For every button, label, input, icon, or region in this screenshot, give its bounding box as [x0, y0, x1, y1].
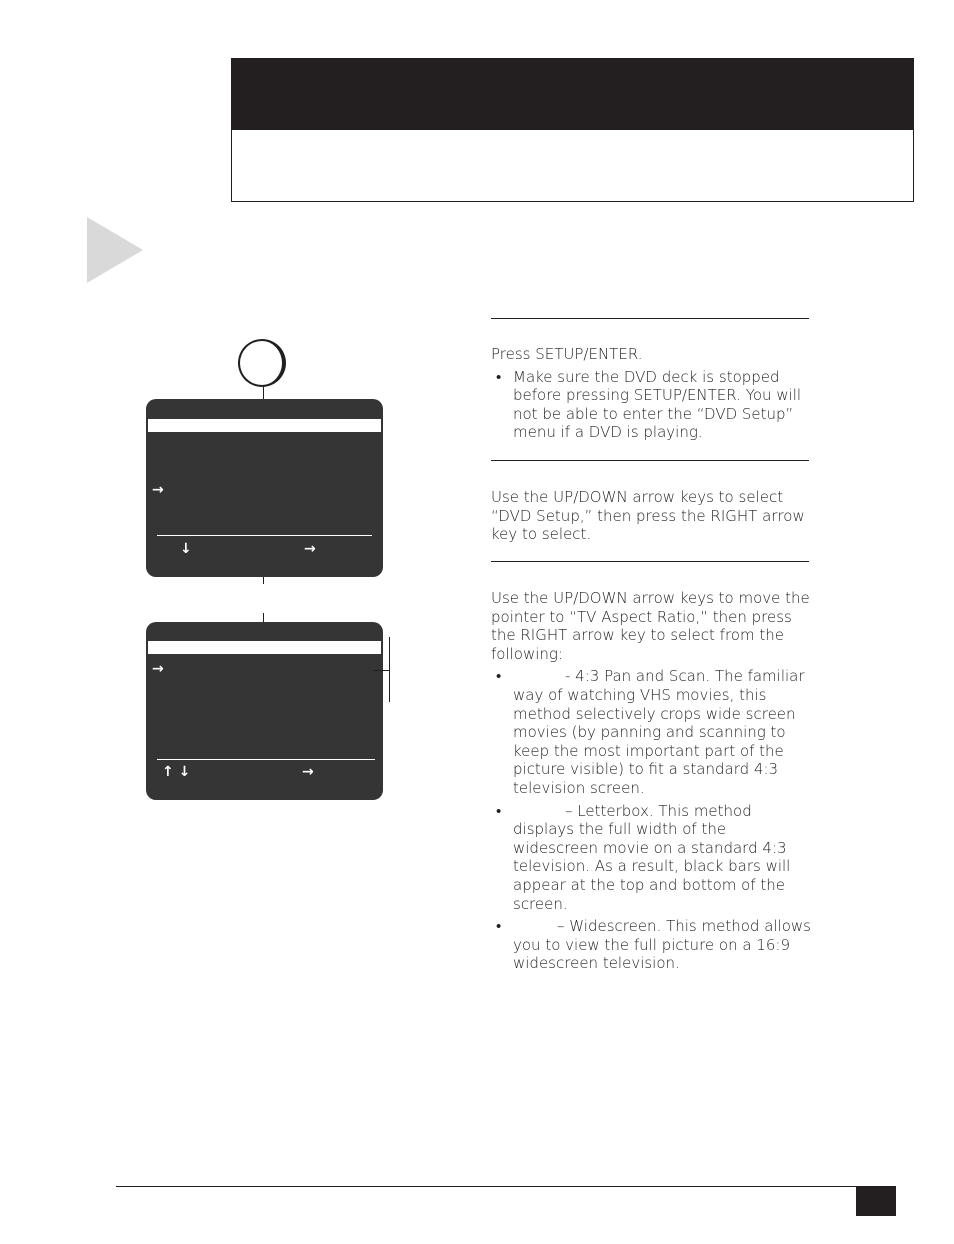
connector-line	[263, 577, 264, 584]
menu-divider	[157, 759, 375, 760]
aspect-option-widescreen: • – Widescreen. This method allows you to view the full picture on a 16:9 widescreen television.	[496, 917, 811, 973]
header-subtitle-box	[231, 129, 914, 202]
down-arrow-icon: ↓	[180, 541, 192, 557]
pointer-right-arrow-icon: →	[152, 661, 164, 677]
osd-main-menu-screen	[146, 399, 383, 577]
osd-dvd-setup-screen	[146, 622, 383, 800]
page-number-tab	[856, 1186, 896, 1216]
section-triangle-icon	[87, 217, 143, 283]
step-1	[491, 345, 811, 446]
step-divider	[491, 318, 809, 319]
step-3-text: Use the UP/DOWN arrow keys to move the pointer to “TV Aspect Ratio,” then press the RIGHT arrow key to select from the following:	[491, 589, 810, 663]
step-1-text: Press SETUP/ENTER.	[491, 345, 643, 363]
step-2-text: Use the UP/DOWN arrow keys to select “DVD Setup,” then press the RIGHT arrow key to select.	[491, 488, 805, 544]
right-arrow-icon: →	[304, 541, 316, 557]
callout-line	[373, 670, 390, 671]
menu-highlight-bar	[148, 419, 381, 432]
aspect-option-pan-scan: • - 4:3 Pan and Scan. The familiar way of watching VHS movies, this method selectively crops wide screen movies (by panning and scanning to keep the most important part of the picture visible) to fit a standard 4:3 television screen.	[496, 667, 805, 797]
footer-rule	[116, 1186, 896, 1187]
right-arrow-icon: →	[302, 764, 314, 780]
menu-highlight-bar	[148, 641, 381, 654]
aspect-option-letterbox: • – Letterbox. This method displays the full width of the widescreen movie on a standard 4:3 television. As a result, black bars will appear at the top and bottom of the screen.	[496, 801, 791, 913]
menu-divider	[157, 535, 372, 536]
header-bar	[231, 58, 914, 130]
pointer-right-arrow-icon: →	[152, 482, 164, 498]
step-divider	[491, 561, 809, 562]
step-3	[491, 589, 811, 977]
setup-enter-button-illustration	[238, 339, 286, 387]
step-divider	[491, 460, 809, 461]
step-2	[491, 488, 809, 544]
up-down-arrows-icon: ↑ ↓	[162, 764, 191, 780]
step-1-bullet: • Make sure the DVD deck is stopped before pressing SETUP/ENTER. You will not be able to enter the “DVD Setup” menu if a DVD is playing.	[496, 367, 802, 442]
